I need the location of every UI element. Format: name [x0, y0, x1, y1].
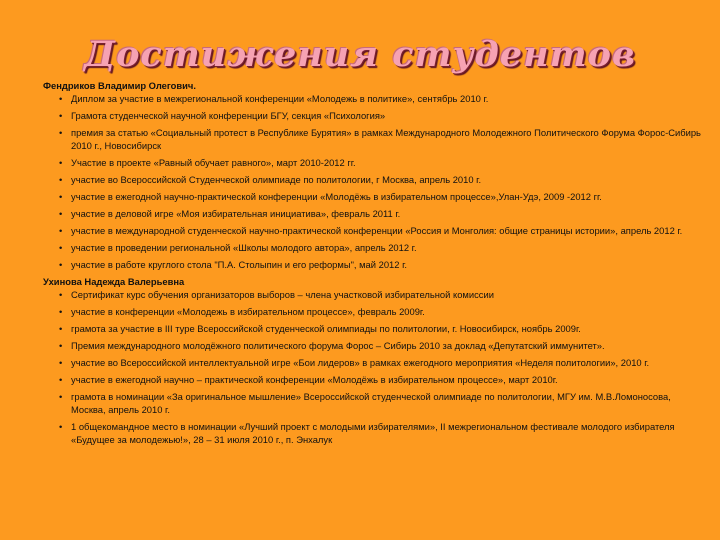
achievement-item: • участие во Всероссийской интеллектуальной игре «Бои лидеров» в рамках ежегодного мероприятия «Неделя политологии», 2010 г. — [71, 356, 703, 369]
achievement-item: • участие в деловой игре «Моя избирательная инициатива», февраль 2011 г. — [71, 207, 703, 220]
achievement-item: • премия за статью «Социальный протест в Республике Бурятия» в рамках Международного Молодежного Политического Форума Форос-Сибирь 2010 г., Новосибирск — [71, 126, 703, 152]
achievement-item: • участие в ежегодной научно – практической конференции «Молодёжь в избирательном процессе», март 2010г. — [71, 373, 703, 386]
student-name: Фендриков Владимир Олегович. — [43, 80, 196, 91]
achievement-item: • Участие в проекте «Равный обучает равного», март 2010-2012 гг. — [71, 156, 703, 169]
achievement-item: • Сертификат курс обучения организаторов выборов – члена участковой избирательной комиссии — [71, 288, 703, 301]
achievements-content — [43, 79, 703, 450]
achievement-item: • участие в работе круглого стола "П.А. Столыпин и его реформы", май 2012 г. — [71, 258, 703, 271]
achievement-item: • грамота за участие в III туре Всероссийской студенческой олимпиады по политологии, г. Новосибирск, ноябрь 2009г. — [71, 322, 703, 335]
achievement-list — [43, 288, 703, 446]
achievement-item: • грамота в номинации «За оригинальное мышление» Всероссийской студенческой олимпиаде по политологии, МГУ им. М.В.Ломоносова, Москва, апрель 2010 г. — [71, 390, 703, 416]
achievement-item: • участие в международной студенческой научно-практической конференции «Россия и Монголия: общие страницы истории», апрель 2012 г. — [71, 224, 703, 237]
achievement-item: • Диплом за участие в межрегиональной конференции «Молодежь в политике», сентябрь 2010 г. — [71, 92, 703, 105]
achievement-item: • участие в проведении региональной «Школы молодого автора», апрель 2012 г. — [71, 241, 703, 254]
achievement-item: • участие в конференции «Молодежь в избирательном процессе», февраль 2009г. — [71, 305, 703, 318]
achievement-item: • 1 общекомандное место в номинации «Лучший проект с молодыми избирателями», II межрегиональном фестивале молодого избирателя «Будущее за молодежью!», 28 – 31 июля 2010 г., п. Энхалук — [71, 420, 703, 446]
achievement-item: • участие в ежегодной научно-практической конференции «Молодёжь в избирательном процессе»,Улан-Удэ, 2009 -2012 гг. — [71, 190, 703, 203]
achievement-item: • Грамота студенческой научной конференции БГУ, секция «Психология» — [71, 109, 703, 122]
achievement-list — [43, 92, 703, 271]
slide-title: Достижения студентов — [84, 34, 636, 76]
achievement-item: • участие во Всероссийской Студенческой олимпиаде по политологии, г Москва, апрель 2010 г. — [71, 173, 703, 186]
student-name: Ухинова Надежда Валерьевна — [43, 276, 185, 287]
achievement-item: • Премия международного молодёжного политического форума Форос – Сибирь 2010 за доклад «Депутатский иммунитет». — [71, 339, 703, 352]
